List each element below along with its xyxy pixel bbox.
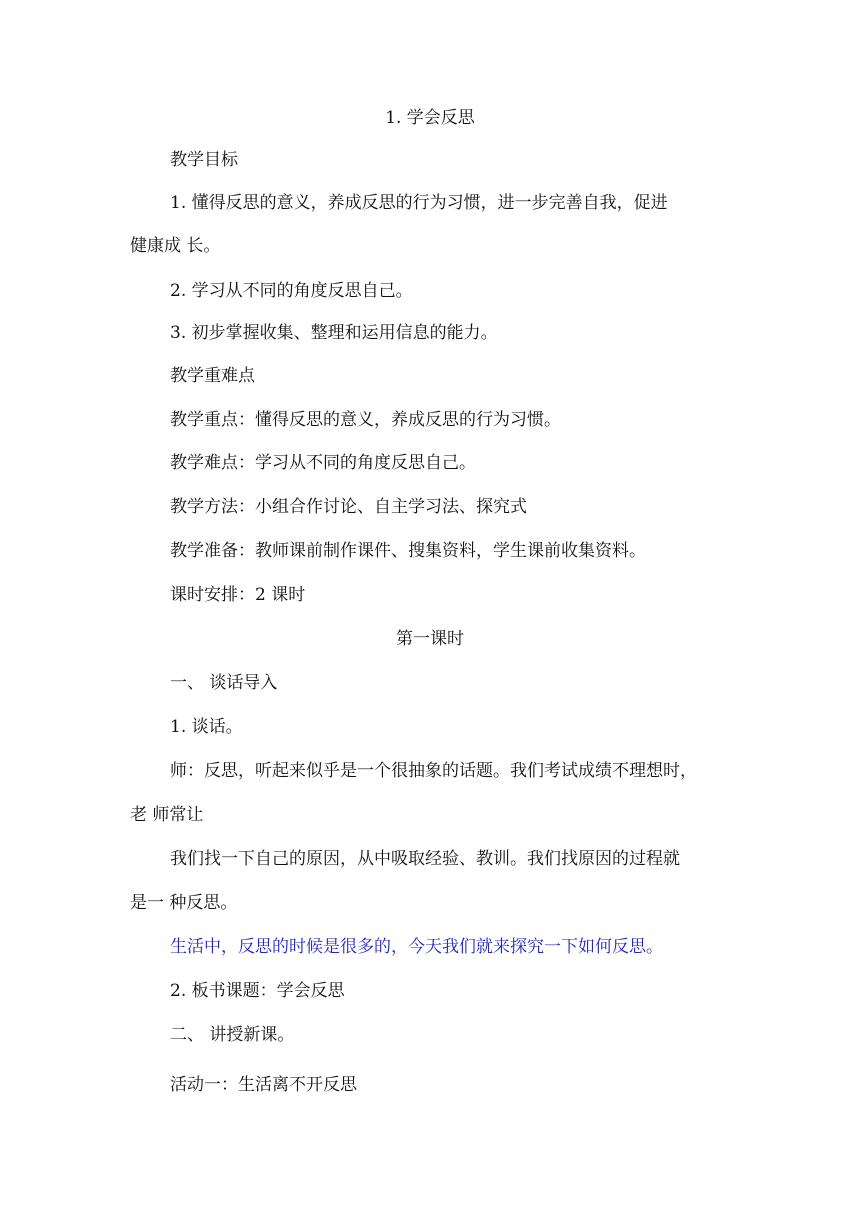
part-2-heading: 二、 讲授新课。 — [170, 1025, 295, 1045]
paragraph-2-line-1: 我们找一下自己的原因，从中吸取经验、教训。我们找原因的过程就 — [170, 849, 680, 869]
document-title: 1. 学会反思 — [385, 108, 475, 128]
objective-2: 2. 学习从不同的角度反思自己。 — [170, 281, 413, 301]
activity-1: 活动一：生活离不开反思 — [170, 1075, 357, 1095]
part-1-heading: 一、 谈话导入 — [170, 673, 278, 693]
key-point: 教学重点：懂得反思的意义，养成反思的行为习惯。 — [170, 410, 561, 430]
difficult-point: 教学难点：学习从不同的角度反思自己。 — [170, 453, 476, 473]
step-2: 2. 板书课题：学会反思 — [170, 981, 345, 1001]
lesson-heading: 第一课时 — [396, 629, 464, 649]
objective-3: 3. 初步掌握收集、整理和运用信息的能力。 — [170, 323, 498, 343]
teaching-preparation: 教学准备：教师课前制作课件、搜集资料，学生课前收集资料。 — [170, 541, 646, 561]
highlighted-sentence: 生活中，反思的时候是很多的，今天我们就来探究一下如何反思。 — [170, 937, 663, 957]
objective-1-line-2: 健康成 长。 — [130, 236, 221, 256]
teaching-method: 教学方法：小组合作讨论、自主学习法、探究式 — [170, 497, 527, 517]
paragraph-2-line-2: 是一 种反思。 — [130, 893, 238, 913]
teacher-paragraph-line-1: 师：反思，听起来似乎是一个很抽象的话题。我们考试成绩不理想时， — [170, 761, 697, 781]
step-1: 1. 谈话。 — [170, 717, 243, 737]
teacher-paragraph-line-2: 老 师常让 — [130, 805, 204, 825]
section-heading-key-points: 教学重难点 — [170, 366, 255, 386]
objective-1-line-1: 1. 懂得反思的意义，养成反思的行为习惯，进一步完善自我，促进 — [170, 193, 668, 213]
class-schedule: 课时安排：2 课时 — [170, 585, 306, 605]
section-heading-objectives: 教学目标 — [170, 150, 238, 170]
